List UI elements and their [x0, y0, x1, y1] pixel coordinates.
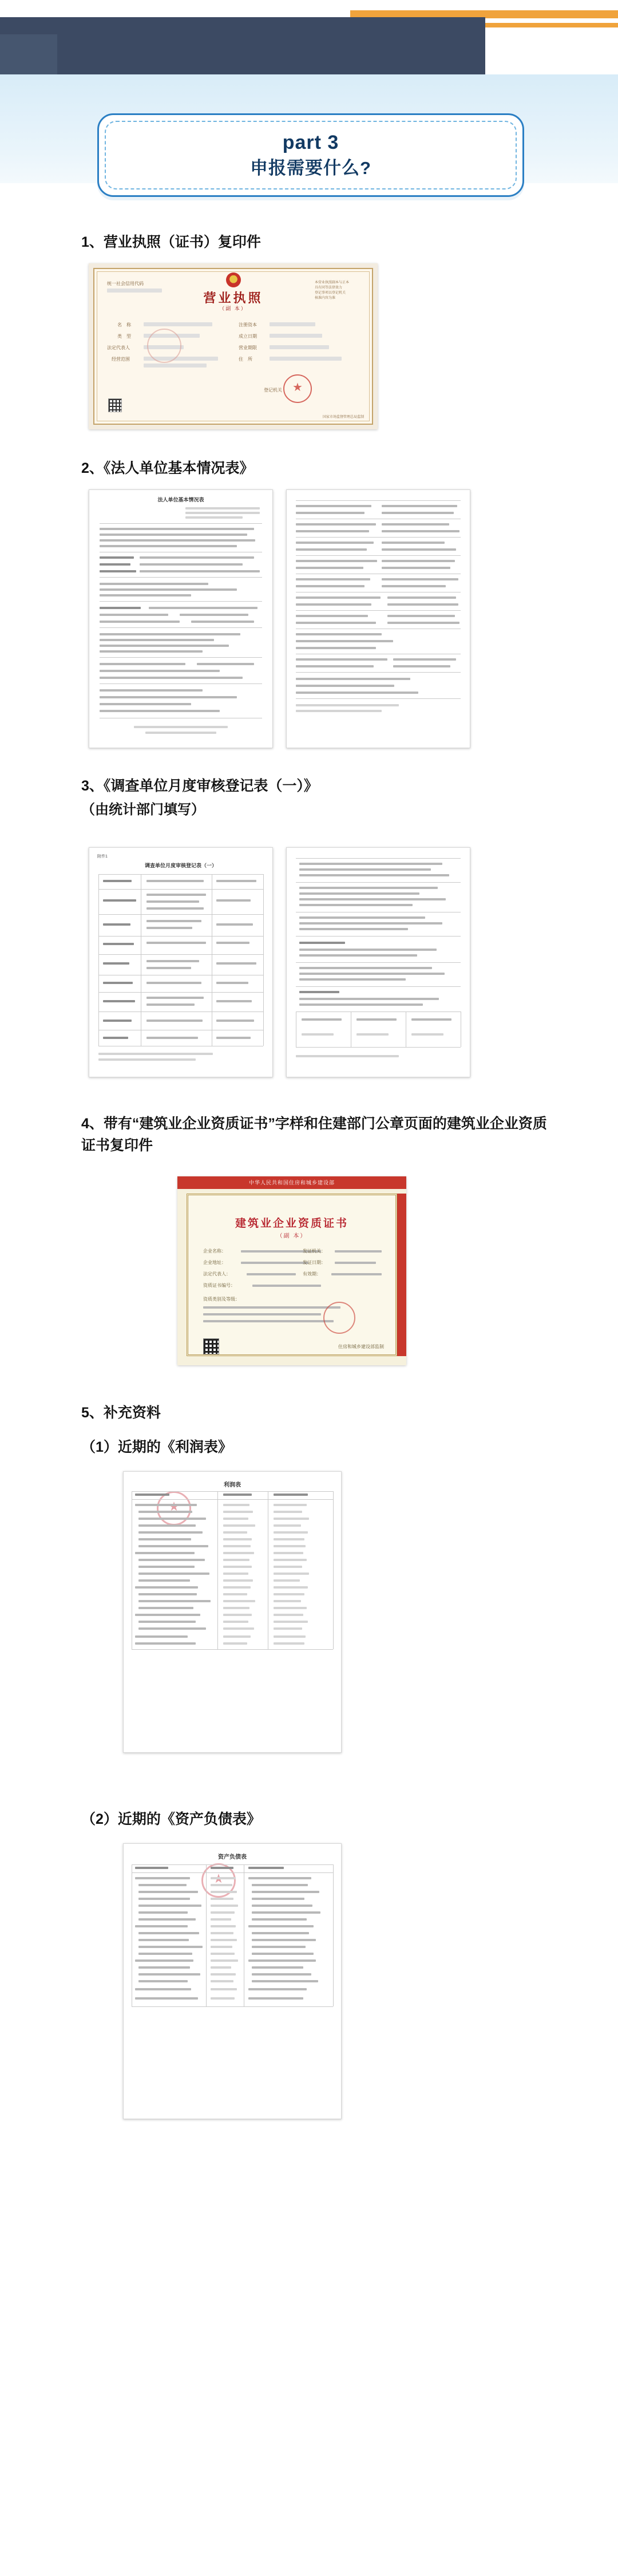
- legal-entity-page-2-body: [296, 500, 461, 740]
- license-seal-icon: [283, 374, 312, 403]
- license-field-label-2: 法定代表人: [107, 345, 130, 350]
- qualification-row-1: 企业地址：: [203, 1260, 226, 1265]
- qualification-frame: [187, 1194, 397, 1356]
- license-field-label-4: 注册资本: [239, 322, 257, 327]
- qualification-subtitle: （副 本）: [276, 1233, 307, 1239]
- qualification-title: 建筑业企业资质证书: [235, 1218, 348, 1230]
- monthly-review-corner: 附件1: [97, 855, 108, 859]
- license-bottom-note: 国家市场监督管理总局监制: [322, 416, 364, 419]
- section-5-1-heading: （1）近期的《利润表》: [81, 1439, 232, 1455]
- section-legal-entity-form: [0, 458, 618, 480]
- section-5-heading: 5、补充资料: [81, 1405, 161, 1421]
- section-supplementary: [0, 1402, 618, 1424]
- title-question: 申报需要什么?: [250, 157, 371, 178]
- section-balance-sheet: [0, 1809, 618, 1831]
- national-emblem-icon: [226, 272, 241, 287]
- qualification-banner-text: 中华人民共和国住房和城乡建设部: [248, 1180, 335, 1186]
- section-1-heading: 1、营业执照（证书）复印件: [81, 234, 261, 250]
- qualification-row-5: 发证日期：: [303, 1260, 326, 1265]
- license-frame: [93, 268, 373, 425]
- section-2-heading: 2、《法人单位基本情况表》: [81, 460, 254, 476]
- monthly-review-page-2-body: [296, 858, 461, 1070]
- balance-sheet-body: [132, 1864, 333, 2033]
- qualification-footer: 住房和城乡建设部监制: [338, 1344, 384, 1349]
- title-box: [97, 113, 524, 197]
- balance-sheet-title: 资产负债表: [218, 1854, 247, 1860]
- license-field-label-5: 成立日期: [239, 334, 257, 339]
- license-corner-note: 统一社会信用代码: [107, 281, 144, 286]
- license-field-label-0: 名 称: [117, 322, 131, 327]
- section-monthly-review-form: [0, 776, 618, 820]
- license-code-bar: [107, 289, 162, 293]
- license-subtitle: （副 本）: [219, 306, 247, 311]
- section-3-subheading: （由统计部门填写）: [81, 801, 205, 817]
- license-field-value-7: [270, 357, 342, 361]
- profit-statement-title: 利润表: [224, 1482, 241, 1488]
- qualification-row-7: 资质类别及等级：: [203, 1297, 240, 1302]
- qualification-row-4: 发证机关：: [303, 1249, 326, 1254]
- doc-qualification-certificate: [177, 1176, 406, 1365]
- qualification-seal-icon: [323, 1302, 355, 1334]
- qualification-row-0: 企业名称：: [203, 1249, 226, 1254]
- license-field-value-3b: [144, 364, 207, 368]
- decorative-circle: [147, 329, 181, 363]
- doc-business-license: [89, 263, 378, 429]
- license-field-value-5: [270, 334, 322, 338]
- license-field-value-6: [270, 345, 329, 349]
- legal-entity-page-1-body: [100, 507, 262, 740]
- qualification-banner: [177, 1176, 406, 1189]
- section-profit-statement: [0, 1437, 618, 1459]
- top-navy-bar: [0, 17, 485, 74]
- part-label: part 3: [282, 132, 339, 153]
- profit-statement-body: [132, 1491, 333, 1684]
- doc-balance-sheet: [123, 1843, 342, 2119]
- doc-monthly-review-page-1: [89, 847, 273, 1077]
- license-title: 营业执照: [203, 291, 263, 305]
- license-field-label-6: 营业期限: [239, 345, 257, 350]
- monthly-review-page-1-body: [98, 874, 263, 1070]
- license-footer-note: 登记机关: [264, 388, 282, 393]
- license-field-label-3: 经营范围: [112, 357, 130, 362]
- section-qualification-certificate: [0, 1113, 618, 1156]
- license-qr-icon: [108, 398, 122, 412]
- section-business-license: [0, 232, 618, 254]
- section-3-heading: 3、《调查单位月度审核登记表（一）》: [81, 778, 318, 794]
- doc-profit-statement: [123, 1471, 342, 1753]
- qualification-row-6: 有效期：: [303, 1271, 321, 1277]
- monthly-review-page-1-title: 调查单位月度审核登记表（一）: [144, 863, 217, 868]
- legal-entity-page-1-title: 法人单位基本情况表: [157, 497, 204, 503]
- section-4-heading: 4、带有“建筑业企业资质证书”字样和住建部门公章页面的建筑业企业资质证书复印件: [81, 1116, 547, 1153]
- license-field-label-1: 类 型: [117, 334, 131, 339]
- license-field-value-4: [270, 322, 315, 326]
- section-5-2-heading: （2）近期的《资产负债表》: [81, 1811, 261, 1827]
- doc-legal-entity-page-2: [286, 489, 470, 748]
- qualification-qr-icon: [203, 1338, 219, 1354]
- license-side-note: 本营业执照副本与正本 具有同等法律效力 登记事项以登记机关 核准内容为准: [315, 281, 350, 300]
- page-title: [99, 130, 522, 180]
- qualification-row-3: 资质证书编号：: [203, 1283, 235, 1288]
- license-field-label-7: 住 所: [239, 357, 252, 362]
- doc-monthly-review-page-2: [286, 847, 470, 1077]
- license-field-value-0: [144, 322, 212, 326]
- qualification-row-2: 法定代表人：: [203, 1271, 231, 1277]
- doc-legal-entity-page-1: [89, 489, 273, 748]
